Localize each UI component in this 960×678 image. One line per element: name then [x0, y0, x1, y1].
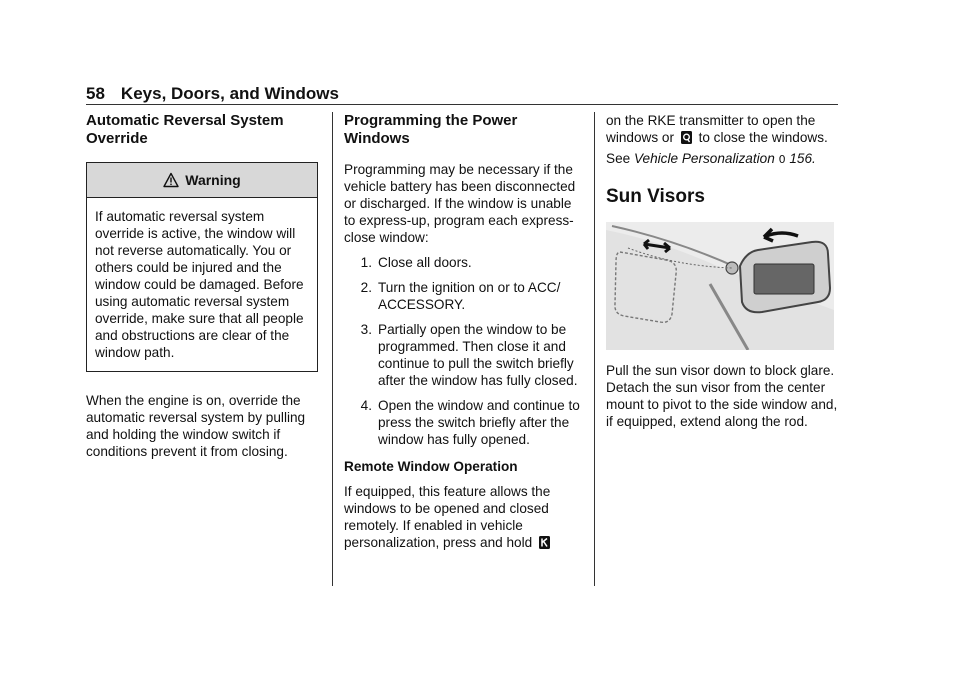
- warning-label: Warning: [185, 171, 241, 188]
- ref-arrow: 0: [778, 153, 786, 166]
- lock-key-icon: [681, 131, 692, 144]
- list-item: 3. Partially open the window to be programmed. Then close it and continue to pull the switch briefly after the window has fully closed.: [360, 322, 578, 388]
- page-number: 58: [86, 84, 105, 103]
- section-title: Keys, Doors, and Windows: [120, 84, 339, 103]
- sun-visor-illustration: [606, 222, 834, 350]
- warning-box: [86, 162, 318, 372]
- warning-text: If automatic reversal system override is active, the window will not reverse automatically. You or others could be injured and the window could be damaged. Before using automatic reversal system override, make sure that all people and obstructions are clear of the window path.: [95, 209, 304, 360]
- column-divider-2: [594, 112, 595, 586]
- heading-auto-reversal: Automatic Reversal System Override: [86, 112, 284, 147]
- column-3: [606, 112, 840, 430]
- warning-triangle-icon: [163, 172, 179, 188]
- remote-heading: Remote Window Operation: [344, 459, 518, 474]
- page-header: [86, 84, 339, 104]
- remote-continued: on the RKE transmitter to open the windows or to close the windows.: [606, 113, 828, 145]
- warning-header: [87, 163, 317, 198]
- list-item: 2. Turn the ignition on or to ACC/ ACCESSORY.: [360, 280, 561, 312]
- column-1: [86, 112, 320, 460]
- list-item: 1. Close all doors.: [360, 255, 472, 270]
- programming-steps: [344, 254, 582, 448]
- programming-intro: Programming may be necessary if the vehicle battery has been disconnected or discharged. If the window is unable to express-up, program each express-close window:: [344, 162, 576, 245]
- ref-page[interactable]: 156: [789, 151, 813, 166]
- unlock-key-icon: [539, 536, 550, 549]
- heading-sun-visors: Sun Visors: [606, 186, 705, 207]
- list-item: 4. Open the window and continue to press the switch briefly after the window has fully opened.: [360, 398, 580, 447]
- column-2: [344, 112, 582, 551]
- remote-text: If equipped, this feature allows the windows to be opened and closed remotely. If enabled in vehicle personalization, press and hold: [344, 484, 551, 550]
- body-sun-visors: Pull the sun visor down to block glare. Detach the sun visor from the center mount to pivot to the side window and, if equipped, extend along the rod.: [606, 363, 838, 429]
- heading-programming: Programming the Power Windows: [344, 112, 518, 147]
- ref-title[interactable]: Vehicle Personalization: [633, 151, 775, 166]
- cross-reference: See Vehicle Personalization 0 156.: [606, 151, 816, 166]
- header-rule: [86, 104, 838, 105]
- column-divider-1: [332, 112, 333, 586]
- body-auto-reversal: When the engine is on, override the automatic reversal system by pulling and holding the window switch if conditions prevent it from closing.: [86, 393, 306, 459]
